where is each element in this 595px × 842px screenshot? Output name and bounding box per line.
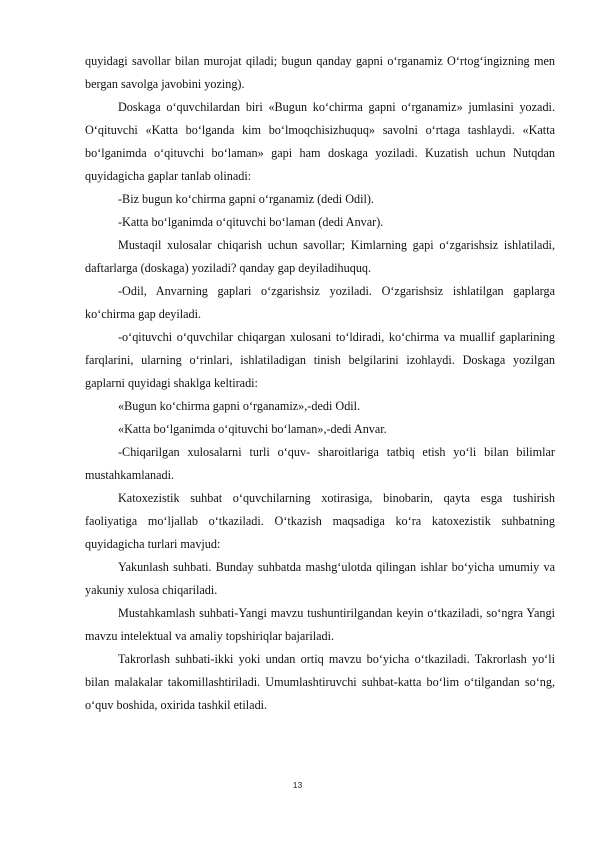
paragraph: Katoxezistik suhbat o‘quvchilarning xotirasiga, binobarin, qayta esga tushirish faoliyatiga mo‘ljallab o‘tkaziladi. O‘tkazish maqsadiga ko‘ra katoxezistik suhbatning quyidagicha turlari mavjud: [85,491,555,551]
paragraph-example: -Katta bo‘lganimda o‘qituvchi bo‘laman (dedi Anvar). [118,215,384,229]
page-number: 13 [292,780,303,790]
paragraph-example: «Katta bo‘lganimda o‘qituvchi bo‘laman»,-dedi Anvar. [118,422,387,436]
paragraph: Doskaga o‘quvchilardan biri «Bugun ko‘chirma gapni o‘rganamiz» jumlasini yozadi. O‘qituvchi «Katta bo‘lganda kim bo‘lmoqchisizhuquq» savolni o‘rtaga tashlaydi. «Katta bo‘lganimda o‘qituvchi bo‘laman» gapi ham doskaga yoziladi. Kuzatish uchun Nutqdan quyidagicha gaplar tanlab olinadi: [85,100,555,183]
document-body [85,50,555,717]
paragraph: Mustahkamlash suhbati-Yangi mavzu tushuntirilgandan keyin o‘tkaziladi, so‘ngra Yangi mavzu intelektual va amaliy topshiriqlar bajariladi. [85,606,555,643]
paragraph-example: «Bugun ko‘chirma gapni o‘rganamiz»,-dedi Odil. [118,399,361,413]
paragraph: Yakunlash suhbati. Bunday suhbatda mashg‘ulotda qilingan ishlar bo‘yicha umumiy va yakuniy xulosa chiqariladi. [85,560,555,597]
paragraph: Mustaqil xulosalar chiqarish uchun savollar; Kimlarning gapi o‘zgarishsiz ishlatiladi, daftarlarga (doskaga) yoziladi? qanday gap deyiladihuquq. [85,238,555,275]
paragraph: Takrorlash suhbati-ikki yoki undan ortiq mavzu bo‘yicha o‘tkaziladi. Takrorlash yo‘li bilan malakalar takomillashtiriladi. Umumlashtiruvchi suhbat-katta bo‘lim o‘tilgandan so‘ng, o‘quv boshida, oxirida tashkil etiladi. [85,652,555,712]
paragraph-example: -Biz bugun ko‘chirma gapni o‘rganamiz (dedi Odil). [118,192,374,206]
paragraph: -Chiqarilgan xulosalarni turli o‘quv- sharoitlariga tatbiq etish yo‘li bilan bilimlar mustahkamlanadi. [85,445,555,482]
paragraph: -o‘qituvchi o‘quvchilar chiqargan xulosani to‘ldiradi, ko‘chirma va muallif gaplarining farqlarini, ularning o‘rinlari, ishlatiladigan tinish belgilarini izohlaydi. Doskaga yozilgan gaplarni quyidagi shaklga keltiradi: [85,330,555,390]
paragraph: -Odil, Anvarning gaplari o‘zgarishsiz yoziladi. O‘zgarishsiz ishlatilgan gaplarga ko‘chirma gap deyiladi. [85,284,555,321]
paragraph-continuation: quyidagi savollar bilan murojat qiladi; bugun qanday gapni o‘rganamiz O‘rtog‘ingizning men bergan savolga javobini yozing). [85,54,555,91]
